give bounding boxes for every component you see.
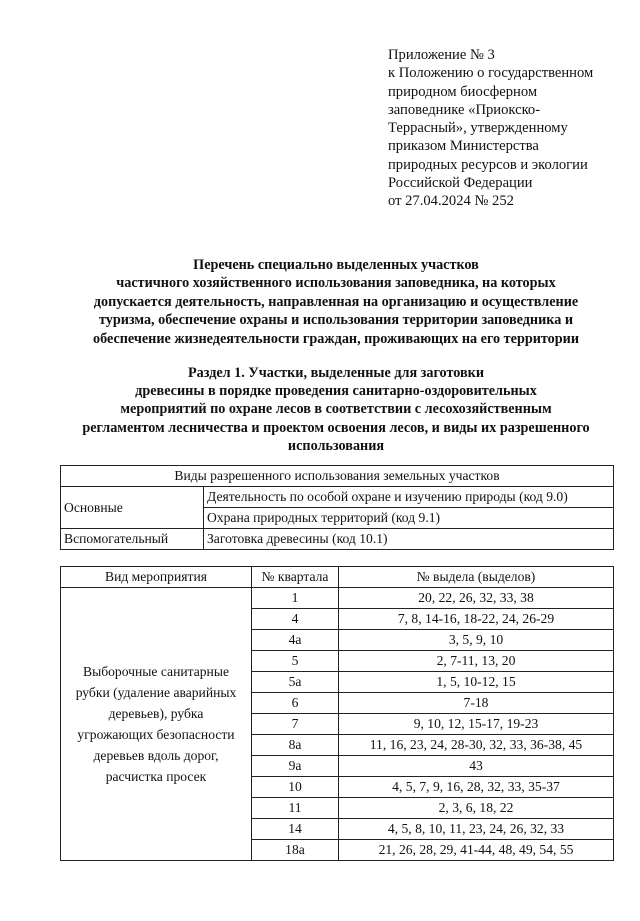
- aux-use-item: Заготовка древесины (код 10.1): [204, 529, 614, 550]
- activity-line: деревьев), рубка: [108, 706, 204, 721]
- appendix-line: природном биосферном: [388, 83, 538, 100]
- quarter-cell: 6: [252, 693, 339, 714]
- table-row: [61, 466, 614, 487]
- document-title: [56, 256, 616, 348]
- plots-cell: 11, 16, 23, 24, 28-30, 32, 33, 36-38, 45: [339, 735, 614, 756]
- table-header-row: [61, 567, 614, 588]
- main-use-item: Охрана природных территорий (код 9.1): [204, 508, 614, 529]
- appendix-line: заповеднике «Приокско-: [388, 101, 541, 118]
- quarter-cell: 11: [252, 798, 339, 819]
- plots-cell: 2, 7-11, 13, 20: [339, 651, 614, 672]
- appendix-block: [388, 46, 628, 211]
- title-line: туризма, обеспечение охраны и использования территории заповедника и: [98, 312, 574, 329]
- header-quarter: № квартала: [252, 567, 339, 588]
- plots-cell: 9, 10, 12, 15-17, 19-23: [339, 714, 614, 735]
- title-line: допускается деятельность, направленная на организацию и осуществление: [93, 293, 579, 310]
- aux-use-label: Вспомогательный: [61, 529, 204, 550]
- plots-cell: 4, 5, 8, 10, 11, 23, 24, 26, 32, 33: [339, 819, 614, 840]
- activity-line: расчистка просек: [105, 769, 207, 784]
- main-use-item: Деятельность по особой охране и изучению природы (код 9.0): [204, 487, 614, 508]
- quarter-cell: 9а: [252, 756, 339, 777]
- table-row: [61, 588, 614, 609]
- quarter-cell: 8а: [252, 735, 339, 756]
- appendix-line: Террасный», утвержденному: [388, 120, 568, 137]
- section-heading: [56, 364, 616, 455]
- quarter-cell: 1: [252, 588, 339, 609]
- quarter-cell: 10: [252, 777, 339, 798]
- appendix-line: приказом Министерства: [388, 138, 539, 155]
- section-line: регламентом лесничества и проектом освоения лесов, и виды их разрешенного: [82, 419, 590, 436]
- activity-line: деревьев вдоль дорог,: [93, 748, 219, 763]
- activities-table: [60, 566, 614, 861]
- plots-cell: 3, 5, 9, 10: [339, 630, 614, 651]
- activity-line: Выборочные санитарные: [83, 664, 229, 679]
- plots-cell: 21, 26, 28, 29, 41-44, 48, 49, 54, 55: [339, 840, 614, 861]
- appendix-line: от 27.04.2024 № 252: [388, 193, 514, 210]
- uses-table-header: Виды разрешенного использования земельных участков: [61, 466, 614, 487]
- title-line: Перечень специально выделенных участков: [193, 257, 479, 273]
- activity-line: угрожающих безопасности: [77, 727, 235, 742]
- table-row: [61, 529, 614, 550]
- title-line: частичного хозяйственного использования заповедника, на которых: [116, 275, 556, 292]
- appendix-line: природных ресурсов и экологии: [388, 156, 588, 173]
- plots-cell: 7, 8, 14-16, 18-22, 24, 26-29: [339, 609, 614, 630]
- activity-line: рубки (удаление аварийных: [75, 685, 237, 700]
- plots-cell: 7-18: [339, 693, 614, 714]
- quarter-cell: 14: [252, 819, 339, 840]
- title-line: обеспечение жизнедеятельности граждан, проживающих на его территории: [92, 330, 580, 347]
- plots-cell: 20, 22, 26, 32, 33, 38: [339, 588, 614, 609]
- section-line: Раздел 1. Участки, выделенные для заготовки: [187, 365, 484, 381]
- main-uses-label: Основные: [61, 487, 204, 529]
- plots-cell: 4, 5, 7, 9, 16, 28, 32, 33, 35-37: [339, 777, 614, 798]
- plots-cell: 43: [339, 756, 614, 777]
- activity-cell: [61, 588, 252, 861]
- quarter-cell: 7: [252, 714, 339, 735]
- quarter-cell: 5а: [252, 672, 339, 693]
- table-row: [61, 487, 614, 508]
- permitted-uses-table: [60, 465, 614, 550]
- appendix-line: Приложение № 3: [388, 47, 495, 63]
- quarter-cell: 4а: [252, 630, 339, 651]
- appendix-line: к Положению о государственном: [388, 65, 594, 82]
- header-activity: Вид мероприятия: [61, 567, 252, 588]
- plots-cell: 2, 3, 6, 18, 22: [339, 798, 614, 819]
- section-line: использования: [287, 437, 385, 454]
- plots-cell: 1, 5, 10-12, 15: [339, 672, 614, 693]
- section-line: древесины в порядке проведения санитарно-оздоровительных: [135, 383, 537, 400]
- section-line: мероприятий по охране лесов в соответствии с лесохозяйственным: [120, 401, 552, 418]
- quarter-cell: 18а: [252, 840, 339, 861]
- quarter-cell: 5: [252, 651, 339, 672]
- quarter-cell: 4: [252, 609, 339, 630]
- header-plots: № выдела (выделов): [339, 567, 614, 588]
- appendix-line: Российской Федерации: [388, 175, 533, 192]
